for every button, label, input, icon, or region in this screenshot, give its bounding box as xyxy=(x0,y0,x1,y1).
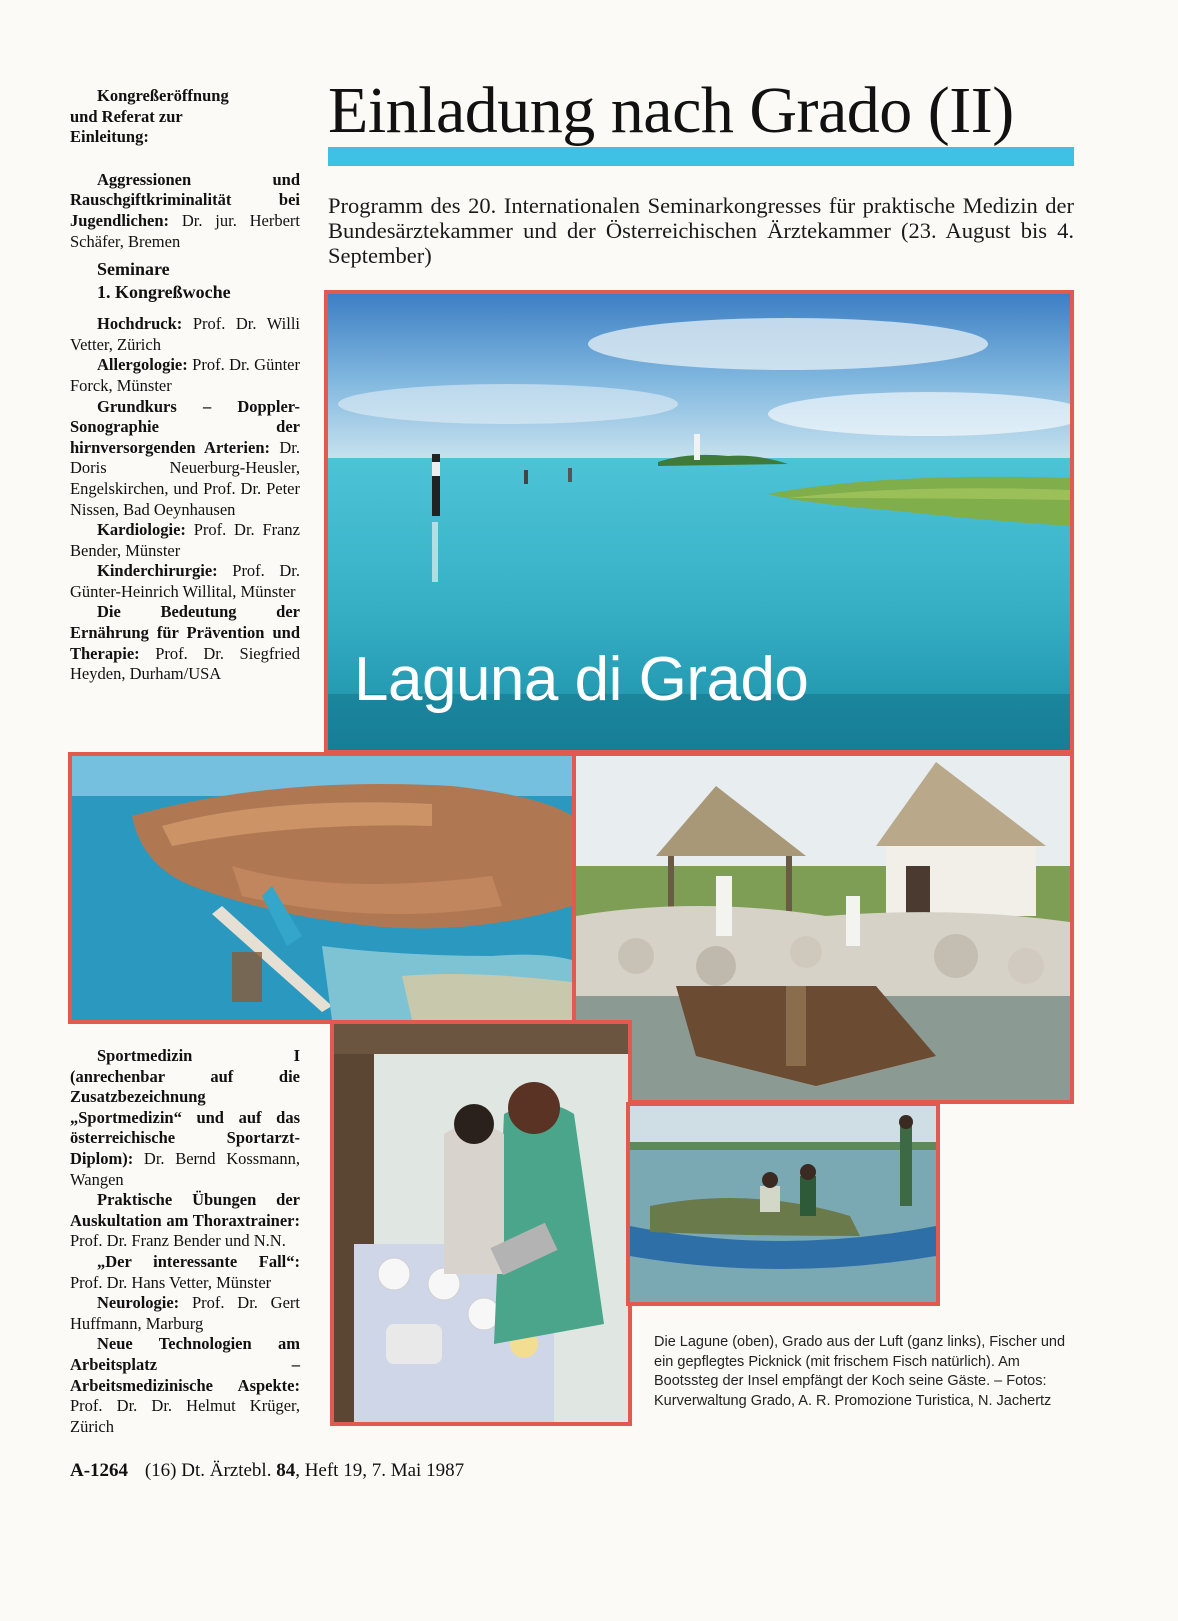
aerial-photo xyxy=(68,752,576,1024)
seminar-item: Neue Technologien am Arbeitsplatz – Arbeitsmedizinische Aspekte: Prof. Dr. Dr. Helmut Krüger, Zürich xyxy=(70,1334,300,1436)
title-bar xyxy=(328,147,1074,166)
opening-heading: Kongreßeröffnung und Referat zur Einleitung: xyxy=(70,86,229,147)
fishers-image xyxy=(630,1106,936,1302)
seminar-item: Sportmedizin I (anrechenbar auf die Zusatzbezeichnung „Sportmedizin“ und auf das österreichische Sportarzt-Diplom): Dr. Bernd Kossmann, Wangen xyxy=(70,1046,300,1189)
opening-item-speaker: Dr. jur. Herbert Schäfer, Bremen xyxy=(70,210,301,251)
page-code: A-1264 xyxy=(70,1460,129,1481)
seminar-item: Kardiologie: Prof. Dr. Franz Bender, Münster xyxy=(70,520,301,560)
page-number: (16) xyxy=(144,1460,177,1481)
seminar-item: Die Bedeutung der Ernährung für Prävention und Therapie: Prof. Dr. Siegfried Heyden, Durham/USA xyxy=(70,602,300,684)
aerial-image xyxy=(72,756,572,1020)
sidebar-bottom xyxy=(70,1046,300,1437)
seminar-item: Allergologie: Prof. Dr. Günter Forck, Münster xyxy=(70,355,301,395)
seminar-item: Neurologie: Prof. Dr. Gert Huffmann, Marburg xyxy=(70,1293,301,1333)
journal-volume: 84 xyxy=(276,1460,296,1481)
fishers-photo xyxy=(626,1102,940,1306)
seminar-item: „Der interessante Fall“: Prof. Dr. Hans Vetter, Münster xyxy=(70,1251,300,1292)
page-footer xyxy=(70,1460,464,1482)
week-heading: 1. Kongreßwoche xyxy=(97,282,231,303)
opening-item xyxy=(70,170,300,252)
seminars-heading: Seminare xyxy=(97,259,170,280)
article-title: Einladung nach Grado (II) xyxy=(328,74,1014,147)
seminar-item: Grundkurs – Doppler-Sonographie der hirnversorgenden Arterien: Dr. Doris Neuerburg-Heusler, Engelskirchen, und Prof. Dr. Peter Nissen, Bad Oeynhausen xyxy=(70,396,300,519)
picnic-image xyxy=(334,1024,628,1422)
opening-item-title: Aggressionen und Rauschgiftkriminalität bei Jugendlichen: xyxy=(70,169,300,230)
journal-issue: , Heft 19, 7. Mai 1987 xyxy=(295,1460,465,1481)
huts-photo xyxy=(572,752,1074,1104)
lagoon-label: Laguna di Grado xyxy=(354,645,809,714)
huts-image xyxy=(576,756,1070,1100)
article-intro: Programm des 20. Internationalen Seminarkongresses für praktische Medizin der Bundesärztekammer und der Österreichischen Ärztekammer (23. August bis 4. September) xyxy=(328,193,1074,268)
lagoon-photo xyxy=(324,290,1074,754)
seminar-item: Kinderchirurgie: Prof. Dr. Günter-Heinrich Willital, Münster xyxy=(70,561,301,601)
photo-caption: Die Lagune (oben), Grado aus der Luft (ganz links), Fischer und ein gepflegtes Picknick (mit frischem Fisch natürlich). Am Bootssteg der Insel empfängt der Koch seine Gäste. – Fotos: Kurverwaltung Grado, A. R. Promozione Turistica, N. Jachertz xyxy=(654,1334,1066,1409)
journal-name: Dt. Ärztebl. xyxy=(181,1460,272,1481)
seminar-item: Praktische Übungen der Auskultation am Thoraxtrainer: Prof. Dr. Franz Bender und N.N. xyxy=(70,1190,300,1251)
seminar-item: Hochdruck: Prof. Dr. Willi Vetter, Zürich xyxy=(70,314,301,354)
sidebar-top xyxy=(70,86,300,685)
picnic-photo xyxy=(330,1020,632,1426)
